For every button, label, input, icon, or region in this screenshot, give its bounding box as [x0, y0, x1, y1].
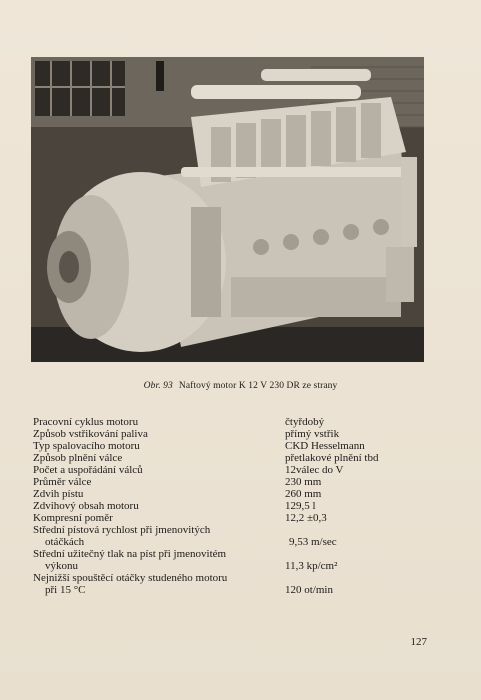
spec-row: [33, 476, 453, 488]
spec-label-line1: Nejnižší spouštěcí otáčky studeného motoru: [33, 572, 228, 584]
spec-row: [33, 488, 453, 500]
spec-row: [33, 512, 453, 524]
spec-value: 230 mm: [285, 476, 322, 488]
spec-row: [33, 524, 453, 548]
spec-label: Typ spalovacího motoru: [33, 440, 140, 452]
spec-row: [33, 440, 453, 452]
page-number: 127: [410, 636, 427, 648]
spec-label: Počet a uspořádání válců: [33, 464, 143, 476]
spec-label: [33, 572, 285, 596]
spec-row: [33, 428, 453, 440]
figure-number: Obr. 93: [143, 381, 173, 391]
spec-label-line2: při 15 °C: [45, 584, 86, 596]
spec-value: 12válec do V: [285, 464, 344, 476]
figure-caption-text: Naftový motor K 12 V 230 DR ze strany: [178, 381, 338, 391]
spec-value: přetlakové plnění tbd: [285, 452, 379, 464]
spec-label: [33, 548, 285, 572]
spec-row: [33, 548, 453, 572]
spec-label: Způsob vstřikování paliva: [33, 428, 148, 440]
spec-value: 11,3 kp/cm²: [285, 560, 338, 572]
spec-label-line2: výkonu: [45, 560, 78, 572]
spec-value: 9,53 m/sec: [289, 536, 337, 548]
spec-row: [33, 500, 453, 512]
spec-table: [33, 416, 453, 596]
spec-label: [33, 524, 285, 548]
spec-label: Průměr válce: [33, 476, 92, 488]
spec-label-line2: otáčkách: [45, 536, 85, 548]
spec-label: Pracovní cyklus motoru: [33, 416, 139, 428]
spec-value: CKD Hesselmann: [285, 440, 365, 452]
spec-label: Způsob plnění válce: [33, 452, 123, 464]
spec-value: 260 mm: [285, 488, 322, 500]
spec-row: [33, 452, 453, 464]
engine-photo: [31, 57, 424, 362]
figure-caption: [0, 381, 481, 391]
spec-row: [33, 464, 453, 476]
spec-value: 120 ot/min: [285, 584, 333, 596]
spec-label: Kompresní poměr: [33, 512, 113, 524]
spec-row: [33, 572, 453, 596]
spec-label: Zdvih pístu: [33, 488, 84, 500]
spec-label-line1: Střední užitečný tlak na píst při jmenovitém: [33, 548, 227, 560]
spec-label-line1: Střední pístová rychlost při jmenovitých: [33, 524, 211, 536]
spec-value: čtyřdobý: [285, 416, 325, 428]
spec-label: Zdvihový obsah motoru: [33, 500, 139, 512]
diesel-engine-illustration: [31, 57, 424, 362]
spec-value: 129,5 l: [285, 500, 316, 512]
spec-row: [33, 416, 453, 428]
spec-value: 12,2 ±0,3: [285, 512, 327, 524]
spec-value: přímý vstřik: [285, 428, 340, 440]
